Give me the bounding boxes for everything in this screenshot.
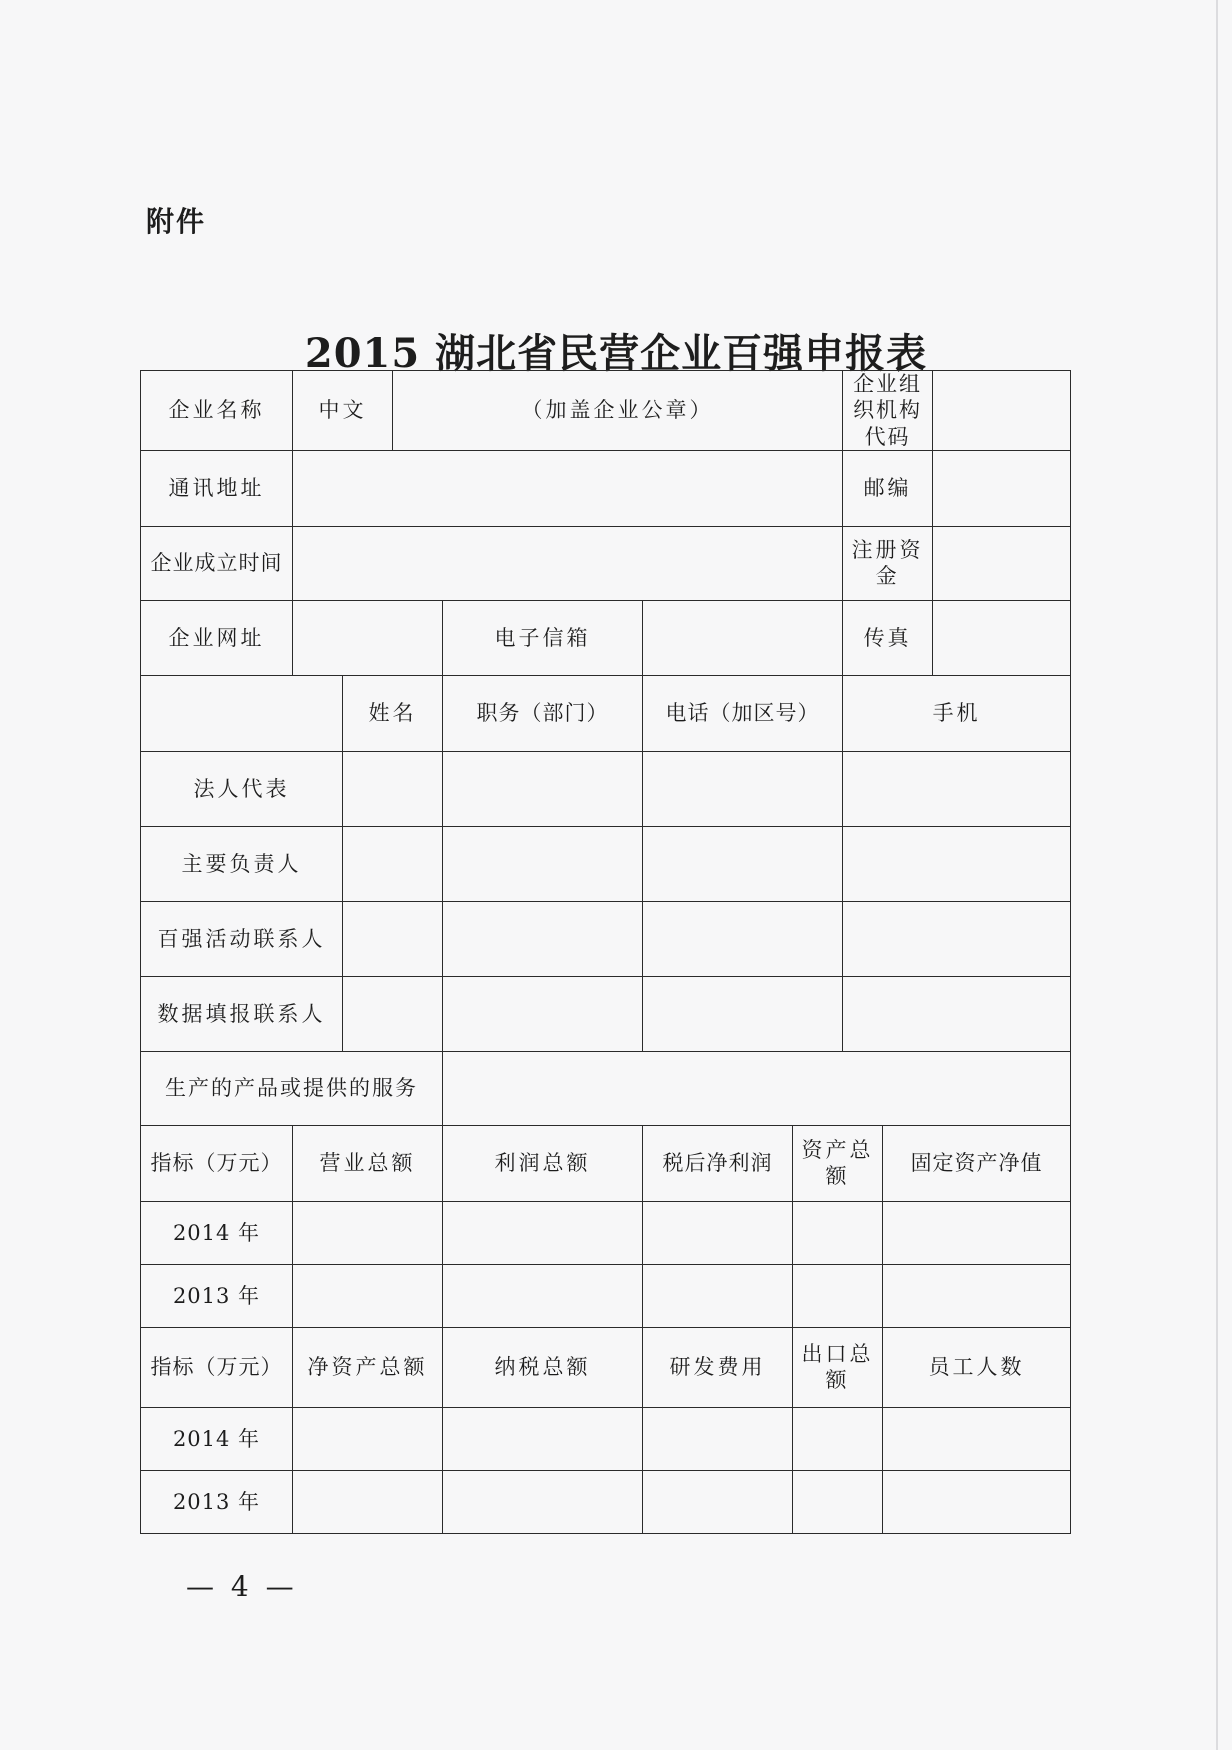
indicator-column: 利润总额 <box>443 1125 643 1201</box>
contact-row-label: 主要负责人 <box>141 826 343 901</box>
email-field[interactable] <box>643 600 843 675</box>
form-title: 2015 湖北省民营企业百强申报表 <box>304 330 928 377</box>
company-name-label: 企业名称 <box>141 371 293 451</box>
indicator-cell[interactable] <box>883 1201 1071 1264</box>
products-field[interactable] <box>443 1051 1071 1125</box>
contact-name-field[interactable] <box>343 751 443 826</box>
indicator-cell[interactable] <box>643 1201 793 1264</box>
founded-label: 企业成立时间 <box>141 526 293 600</box>
indicator-cell[interactable] <box>883 1264 1071 1327</box>
page-number: — 4 — <box>186 1570 298 1603</box>
year-label: 2013 年 <box>141 1470 293 1533</box>
fax-field[interactable] <box>933 600 1071 675</box>
contact-name-field[interactable] <box>343 901 443 976</box>
indicator-cell[interactable] <box>443 1470 643 1533</box>
indicator-cell[interactable] <box>293 1264 443 1327</box>
fax-label: 传真 <box>843 600 933 675</box>
indicator-column: 净资产总额 <box>293 1327 443 1407</box>
indicator-cell[interactable] <box>643 1264 793 1327</box>
website-field[interactable] <box>293 600 443 675</box>
indicator-cell[interactable] <box>443 1201 643 1264</box>
contacts-header-mobile: 手机 <box>843 675 1071 751</box>
contact-phone-field[interactable] <box>643 901 843 976</box>
indicator-column: 固定资产净值 <box>883 1125 1071 1201</box>
contacts-header-position: 职务（部门） <box>443 675 643 751</box>
org-code-field[interactable] <box>933 371 1071 451</box>
application-form-table <box>140 370 1071 1534</box>
indicator-cell[interactable] <box>793 1407 883 1470</box>
address-label: 通讯地址 <box>141 450 293 526</box>
contact-mobile-field[interactable] <box>843 826 1071 901</box>
indicator-cell[interactable] <box>793 1201 883 1264</box>
contact-row-label: 法人代表 <box>141 751 343 826</box>
contact-mobile-field[interactable] <box>843 976 1071 1051</box>
contact-mobile-field[interactable] <box>843 751 1071 826</box>
page-edge <box>1216 0 1218 1750</box>
contact-phone-field[interactable] <box>643 751 843 826</box>
indicator-column: 营业总额 <box>293 1125 443 1201</box>
contact-name-field[interactable] <box>343 976 443 1051</box>
indicators-header: 指标（万元） <box>141 1327 293 1407</box>
indicator-cell[interactable] <box>643 1470 793 1533</box>
contact-row-label: 数据填报联系人 <box>141 976 343 1051</box>
indicators-header: 指标（万元） <box>141 1125 293 1201</box>
capital-field[interactable] <box>933 526 1071 600</box>
indicator-column: 员工人数 <box>883 1327 1071 1407</box>
indicator-cell[interactable] <box>793 1264 883 1327</box>
indicator-cell[interactable] <box>443 1407 643 1470</box>
indicator-column: 税后净利润 <box>643 1125 793 1201</box>
contact-position-field[interactable] <box>443 901 643 976</box>
attachment-label: 附件 <box>146 205 207 238</box>
postcode-label: 邮编 <box>843 450 933 526</box>
indicator-column: 出口总额 <box>793 1327 883 1407</box>
contact-phone-field[interactable] <box>643 826 843 901</box>
indicator-cell[interactable] <box>793 1470 883 1533</box>
org-code-label: 企业组织机构代码 <box>843 371 933 451</box>
website-label: 企业网址 <box>141 600 293 675</box>
indicator-column: 纳税总额 <box>443 1327 643 1407</box>
indicator-cell[interactable] <box>643 1407 793 1470</box>
contact-name-field[interactable] <box>343 826 443 901</box>
indicator-cell[interactable] <box>443 1264 643 1327</box>
stamp-note: （加盖企业公章） <box>393 371 843 451</box>
indicator-cell[interactable] <box>293 1201 443 1264</box>
indicator-column: 资产总额 <box>793 1125 883 1201</box>
year-label: 2013 年 <box>141 1264 293 1327</box>
contact-position-field[interactable] <box>443 826 643 901</box>
indicator-cell[interactable] <box>883 1470 1071 1533</box>
contact-position-field[interactable] <box>443 976 643 1051</box>
contacts-header-phone: 电话（加区号） <box>643 675 843 751</box>
chinese-label: 中文 <box>293 371 393 451</box>
year-label: 2014 年 <box>141 1407 293 1470</box>
address-field[interactable] <box>293 450 843 526</box>
indicator-column: 研发费用 <box>643 1327 793 1407</box>
year-label: 2014 年 <box>141 1201 293 1264</box>
products-label: 生产的产品或提供的服务 <box>141 1051 443 1125</box>
postcode-field[interactable] <box>933 450 1071 526</box>
contact-phone-field[interactable] <box>643 976 843 1051</box>
contact-position-field[interactable] <box>443 751 643 826</box>
email-label: 电子信箱 <box>443 600 643 675</box>
contact-mobile-field[interactable] <box>843 901 1071 976</box>
founded-field[interactable] <box>293 526 843 600</box>
contacts-corner <box>141 675 343 751</box>
contact-row-label: 百强活动联系人 <box>141 901 343 976</box>
indicator-cell[interactable] <box>883 1407 1071 1470</box>
capital-label: 注册资金 <box>843 526 933 600</box>
indicator-cell[interactable] <box>293 1470 443 1533</box>
contacts-header-name: 姓名 <box>343 675 443 751</box>
indicator-cell[interactable] <box>293 1407 443 1470</box>
